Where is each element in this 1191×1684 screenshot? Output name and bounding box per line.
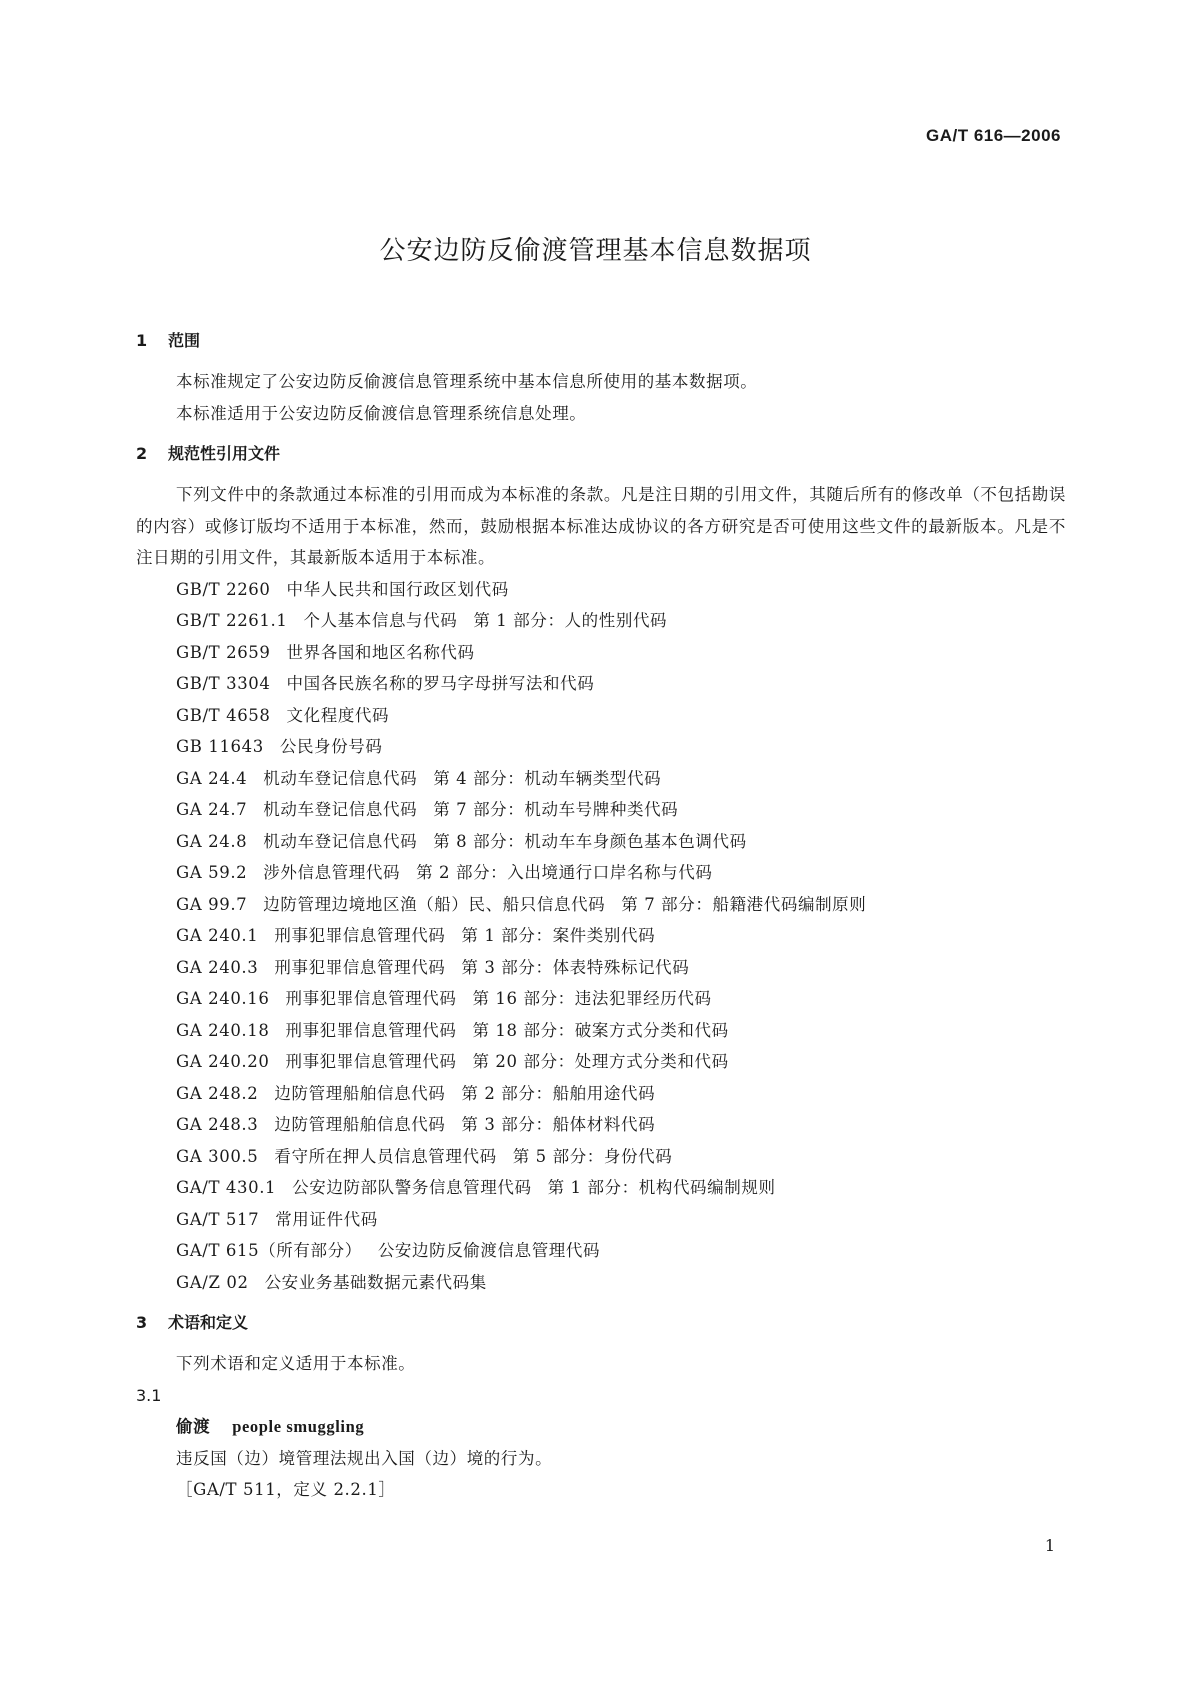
reference-name: 世界各国和地区名称代码 [286, 642, 475, 662]
reference-part: 第 1 部分：人的性别代码 [473, 611, 668, 630]
reference-part: 第 18 部分：破案方式分类和代码 [472, 1020, 729, 1040]
reference-code: GB/T 2260 [176, 579, 271, 599]
reference-item [136, 1235, 1066, 1267]
reference-code: GA 240.20 [176, 1052, 270, 1071]
reference-name: 公安边防反偷渡信息管理代码 [377, 1241, 601, 1260]
normative-references-list [136, 574, 1066, 1299]
reference-item [136, 983, 1066, 1015]
reference-item [136, 952, 1066, 984]
reference-name: 刑事犯罪信息管理代码 [274, 957, 446, 977]
reference-name: 公安边防部队警务信息管理代码 [292, 1178, 532, 1197]
reference-name: 看守所在押人员信息管理代码 [274, 1146, 497, 1166]
reference-name: 刑事犯罪信息管理代码 [285, 1052, 457, 1071]
paragraph: 本标准规定了公安边防反偷渡信息管理系统中基本信息所使用的基本数据项。 [176, 372, 758, 391]
reference-part: 第 3 部分：体表特殊标记代码 [461, 957, 690, 977]
reference-code: GA 240.3 [176, 957, 259, 977]
reference-item [136, 1141, 1066, 1173]
reference-code: GA/Z 02 [176, 1272, 249, 1292]
reference-part: 第 2 部分：船舶用途代码 [461, 1083, 656, 1103]
reference-name: 机动车登记信息代码 [263, 768, 418, 788]
reference-code: GB/T 4658 [176, 705, 271, 725]
reference-item [136, 889, 1066, 921]
reference-name: 边防管理边境地区渔（船）民、船只信息代码 [263, 894, 606, 914]
reference-part: 第 2 部分：入出境通行口岸名称与代码 [416, 863, 713, 882]
reference-code: GB/T 3304 [176, 674, 271, 693]
reference-name: 公安业务基础数据元素代码集 [264, 1272, 487, 1292]
section-title: 术语和定义 [168, 1313, 249, 1332]
reference-code: GA 24.8 [176, 831, 248, 851]
reference-part: 第 20 部分：处理方式分类和代码 [472, 1052, 729, 1071]
reference-item [136, 605, 1066, 637]
document-body [136, 326, 1066, 1506]
reference-part: 第 5 部分：身份代码 [512, 1146, 673, 1166]
reference-code: GA 99.7 [176, 894, 248, 914]
reference-item [136, 668, 1066, 700]
reference-part: 第 4 部分：机动车辆类型代码 [433, 768, 662, 788]
term-english: people smuggling [232, 1417, 365, 1436]
reference-name: 文化程度代码 [286, 705, 390, 725]
reference-item [136, 731, 1066, 763]
section-2-heading [136, 439, 1066, 469]
paragraph: 下列文件中的条款通过本标准的引用而成为本标准的条款。凡是注日期的引用文件，其随后所有的修改单（不包括勘误的内容）或修订版均不适用于本标准，然而，鼓励根据本标准达成协议的各方研究是否可使用这些文件的最新版本。凡是不注日期的引用文件，其最新版本适用于本标准。 [136, 485, 1066, 567]
reference-name: 常用证件代码 [275, 1209, 378, 1229]
reference-code: GA 248.2 [176, 1083, 259, 1103]
section-number: 1 [136, 331, 148, 350]
term-number: 3.1 [136, 1385, 162, 1405]
reference-code: GB/T 2659 [176, 642, 271, 662]
reference-item [136, 700, 1066, 732]
reference-item [136, 1267, 1066, 1299]
reference-item [136, 1078, 1066, 1110]
document-title: 公安边防反偷渡管理基本信息数据项 [379, 236, 812, 266]
reference-code: GA/T 517 [176, 1209, 260, 1229]
reference-item [136, 826, 1066, 858]
reference-code: GA 59.2 [176, 863, 248, 882]
reference-item [136, 574, 1066, 606]
paragraph: 下列术语和定义适用于本标准。 [176, 1354, 416, 1373]
paragraph: 本标准适用于公安边防反偷渡信息管理系统信息处理。 [176, 403, 587, 423]
reference-part: 第 1 部分：案件类别代码 [461, 926, 656, 945]
reference-name: 中国各民族名称的罗马字母拼写法和代码 [286, 674, 595, 693]
reference-code: GA 300.5 [176, 1146, 259, 1166]
reference-code: GA 248.3 [176, 1115, 259, 1134]
reference-code: GB 11643 [176, 737, 264, 756]
reference-code: GA/T 430.1 [176, 1178, 277, 1197]
reference-code: GA 24.4 [176, 768, 248, 788]
reference-item [136, 920, 1066, 952]
reference-item [136, 1015, 1066, 1047]
reference-item [136, 1172, 1066, 1204]
reference-code: GB/T 2261.1 [176, 611, 288, 630]
reference-item [136, 1204, 1066, 1236]
reference-part: 第 7 部分：船籍港代码编制原则 [621, 894, 867, 914]
reference-part: 第 1 部分：机构代码编制规则 [547, 1178, 776, 1197]
reference-name: 刑事犯罪信息管理代码 [285, 989, 457, 1008]
reference-name: 刑事犯罪信息管理代码 [285, 1020, 457, 1040]
reference-part: 第 7 部分：机动车号牌种类代码 [433, 800, 679, 819]
term-source: ［GA/T 511，定义 2.2.1］ [176, 1480, 396, 1499]
section-1-heading [136, 326, 1066, 356]
reference-part: 第 3 部分：船体材料代码 [461, 1115, 656, 1134]
reference-name: 刑事犯罪信息管理代码 [274, 926, 446, 945]
reference-item [136, 794, 1066, 826]
reference-part: 第 16 部分：违法犯罪经历代码 [472, 989, 712, 1008]
reference-name: 公民身份号码 [279, 737, 383, 756]
reference-item [136, 857, 1066, 889]
term-definition: 违反国（边）境管理法规出入国（边）境的行为。 [176, 1448, 553, 1468]
reference-item [136, 1046, 1066, 1078]
reference-name: 涉外信息管理代码 [263, 863, 401, 882]
section-3-heading [136, 1308, 1066, 1338]
reference-item [136, 637, 1066, 669]
reference-name: 机动车登记信息代码 [263, 831, 418, 851]
reference-name: 边防管理船舶信息代码 [274, 1115, 446, 1134]
section-number: 3 [136, 1313, 148, 1332]
reference-code: GA/T 615（所有部分） [176, 1241, 362, 1260]
reference-name: 机动车登记信息代码 [263, 800, 418, 819]
section-title: 范围 [168, 331, 201, 350]
reference-code: GA 240.18 [176, 1020, 270, 1040]
reference-code: GA 240.1 [176, 926, 259, 945]
reference-code: GA 240.16 [176, 989, 270, 1008]
reference-code: GA 24.7 [176, 800, 248, 819]
term-chinese: 偷渡 [176, 1417, 211, 1436]
section-title: 规范性引用文件 [168, 444, 281, 463]
reference-name: 中华人民共和国行政区划代码 [286, 579, 509, 599]
document-code: GA/T 616—2006 [925, 126, 1061, 145]
term-entry [136, 1411, 1066, 1443]
reference-item [136, 1109, 1066, 1141]
section-number: 2 [136, 444, 148, 463]
reference-item [136, 763, 1066, 795]
page-number: 1 [1044, 1536, 1055, 1555]
reference-name: 边防管理船舶信息代码 [274, 1083, 446, 1103]
reference-part: 第 8 部分：机动车车身颜色基本色调代码 [433, 831, 747, 851]
reference-name: 个人基本信息与代码 [303, 611, 458, 630]
